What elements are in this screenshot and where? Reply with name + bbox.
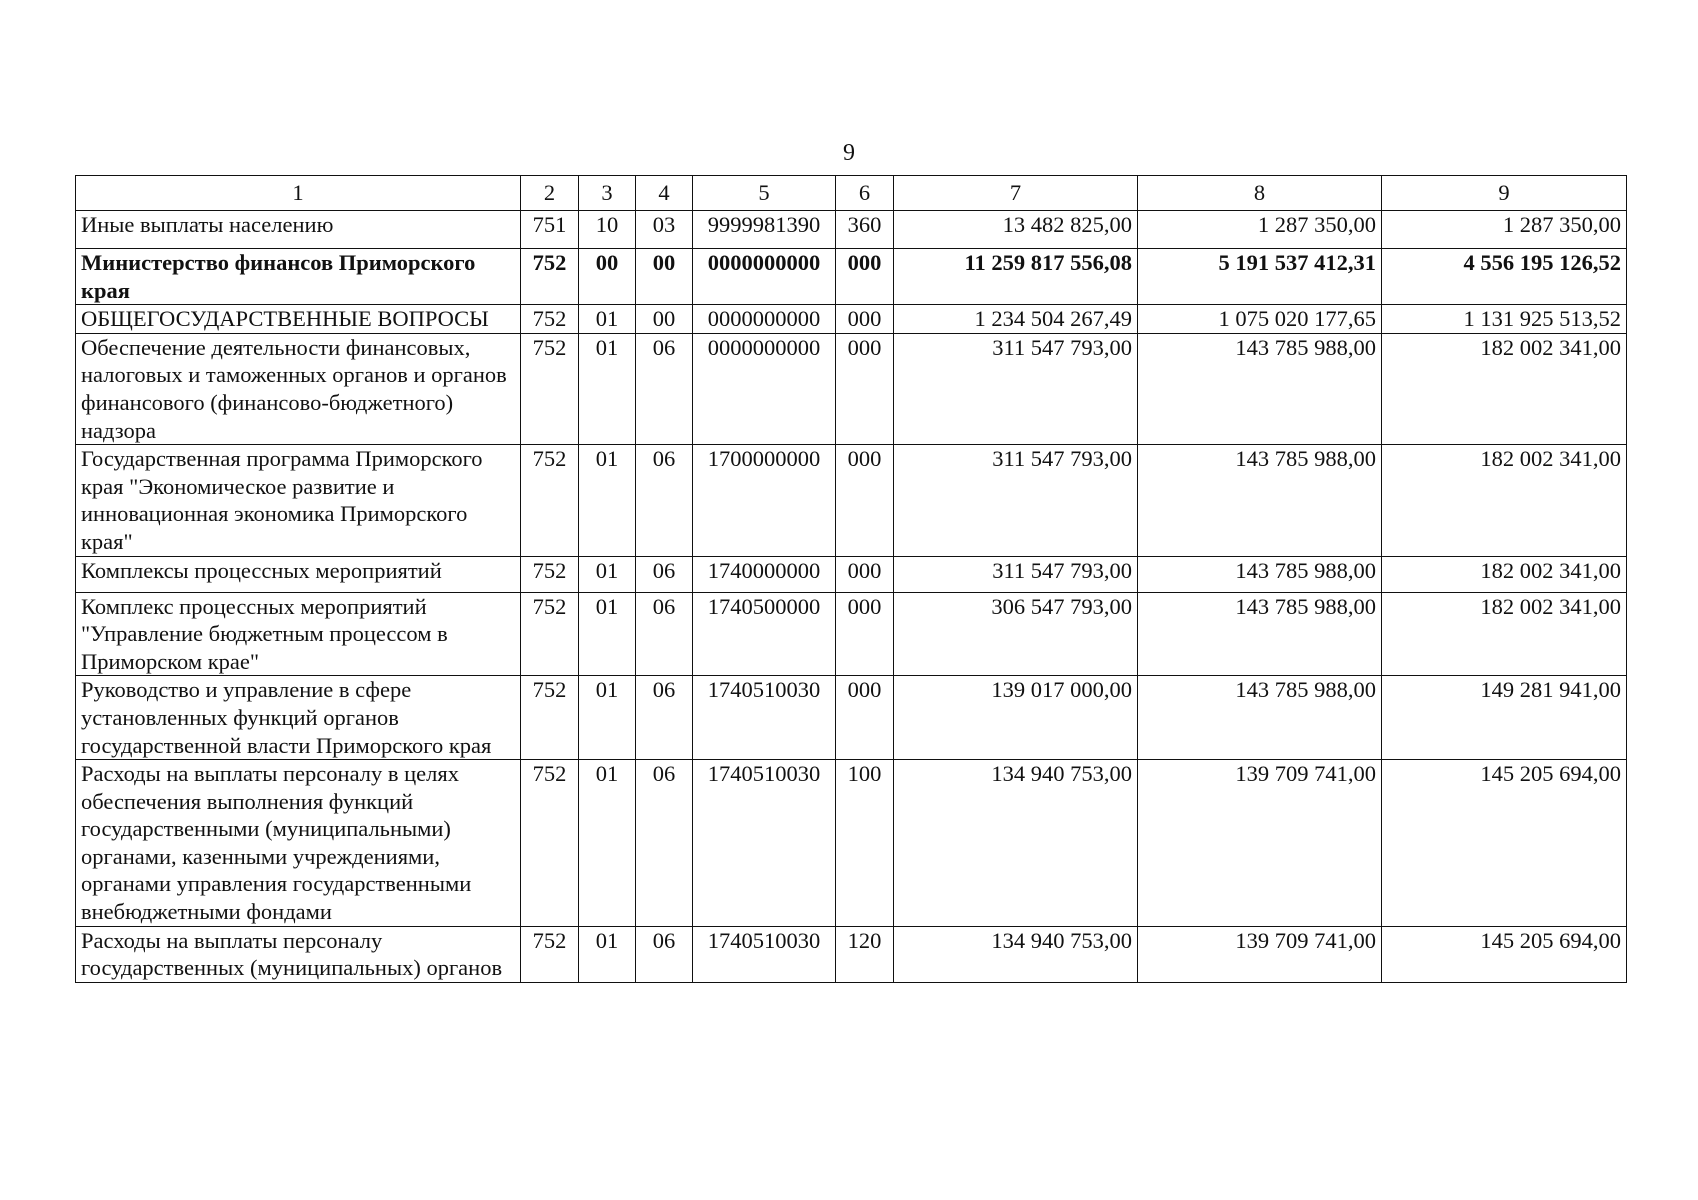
amount-cell: 139 709 741,00 [1138,760,1382,927]
table-row [76,249,1627,305]
row-name: Комплекс процессных мероприятий "Управление бюджетным процессом в Приморском крае" [76,592,521,676]
amount-cell: 1 075 020 177,65 [1138,305,1382,334]
row-name: ОБЩЕГОСУДАРСТВЕННЫЕ ВОПРОСЫ [76,305,521,334]
row-name: Расходы на выплаты персоналу государственных (муниципальных) органов [76,926,521,982]
row-name: Обеспечение деятельности финансовых, налоговых и таможенных органов и органов финансового (финансово-бюджетного) надзора [76,333,521,444]
code-cell: 0000000000 [693,249,836,305]
code-cell: 752 [521,592,579,676]
code-cell: 9999981390 [693,211,836,249]
amount-cell: 143 785 988,00 [1138,592,1382,676]
table-row [76,926,1627,982]
code-cell: 01 [579,333,636,444]
column-header: 8 [1138,176,1382,211]
amount-cell: 143 785 988,00 [1138,333,1382,444]
amount-cell: 182 002 341,00 [1382,592,1627,676]
amount-cell: 1 131 925 513,52 [1382,305,1627,334]
code-cell: 06 [636,445,693,556]
code-cell: 1740000000 [693,556,836,592]
code-cell: 360 [836,211,894,249]
row-name: Министерство финансов Приморского края [76,249,521,305]
code-cell: 000 [836,445,894,556]
column-header: 7 [894,176,1138,211]
amount-cell: 306 547 793,00 [894,592,1138,676]
code-cell: 06 [636,926,693,982]
table-row [76,592,1627,676]
amount-cell: 4 556 195 126,52 [1382,249,1627,305]
amount-cell: 13 482 825,00 [894,211,1138,249]
table-row [76,760,1627,927]
code-cell: 000 [836,556,894,592]
amount-cell: 11 259 817 556,08 [894,249,1138,305]
code-cell: 01 [579,760,636,927]
code-cell: 01 [579,676,636,760]
code-cell: 06 [636,676,693,760]
column-header: 2 [521,176,579,211]
amount-cell: 145 205 694,00 [1382,926,1627,982]
row-name: Расходы на выплаты персоналу в целях обеспечения выполнения функций государственными (муниципальными) органами, казенными учреждениями, органами управления государственными внебюджетными фондами [76,760,521,927]
amount-cell: 149 281 941,00 [1382,676,1627,760]
code-cell: 1740500000 [693,592,836,676]
amount-cell: 311 547 793,00 [894,556,1138,592]
row-name: Комплексы процессных мероприятий [76,556,521,592]
code-cell: 752 [521,556,579,592]
amount-cell: 182 002 341,00 [1382,333,1627,444]
row-name: Государственная программа Приморского края "Экономическое развитие и инновационная экономика Приморского края" [76,445,521,556]
code-cell: 00 [636,249,693,305]
code-cell: 03 [636,211,693,249]
amount-cell: 1 287 350,00 [1138,211,1382,249]
code-cell: 06 [636,556,693,592]
amount-cell: 139 017 000,00 [894,676,1138,760]
code-cell: 120 [836,926,894,982]
code-cell: 752 [521,676,579,760]
column-header: 9 [1382,176,1627,211]
code-cell: 000 [836,592,894,676]
code-cell: 000 [836,333,894,444]
column-header: 5 [693,176,836,211]
code-cell: 752 [521,760,579,927]
amount-cell: 182 002 341,00 [1382,445,1627,556]
amount-cell: 143 785 988,00 [1138,445,1382,556]
code-cell: 752 [521,333,579,444]
amount-cell: 182 002 341,00 [1382,556,1627,592]
code-cell: 100 [836,760,894,927]
code-cell: 01 [579,305,636,334]
code-cell: 01 [579,556,636,592]
code-cell: 06 [636,333,693,444]
amount-cell: 1 287 350,00 [1382,211,1627,249]
code-cell: 000 [836,676,894,760]
amount-cell: 143 785 988,00 [1138,676,1382,760]
code-cell: 752 [521,926,579,982]
amount-cell: 311 547 793,00 [894,333,1138,444]
budget-table [75,175,1627,983]
code-cell: 752 [521,249,579,305]
code-cell: 1740510030 [693,676,836,760]
code-cell: 1700000000 [693,445,836,556]
code-cell: 000 [836,249,894,305]
code-cell: 01 [579,926,636,982]
code-cell: 0000000000 [693,305,836,334]
column-header: 3 [579,176,636,211]
column-header: 6 [836,176,894,211]
table-row [76,305,1627,334]
code-cell: 01 [579,445,636,556]
code-cell: 0000000000 [693,333,836,444]
code-cell: 06 [636,592,693,676]
code-cell: 751 [521,211,579,249]
amount-cell: 1 234 504 267,49 [894,305,1138,334]
amount-cell: 311 547 793,00 [894,445,1138,556]
table-row [76,556,1627,592]
code-cell: 00 [579,249,636,305]
code-cell: 1740510030 [693,760,836,927]
code-cell: 752 [521,305,579,334]
amount-cell: 134 940 753,00 [894,760,1138,927]
code-cell: 1740510030 [693,926,836,982]
code-cell: 00 [636,305,693,334]
amount-cell: 139 709 741,00 [1138,926,1382,982]
column-header: 1 [76,176,521,211]
code-cell: 01 [579,592,636,676]
amount-cell: 145 205 694,00 [1382,760,1627,927]
code-cell: 752 [521,445,579,556]
table-row [76,676,1627,760]
code-cell: 10 [579,211,636,249]
page-number: 9 [843,140,855,166]
code-cell: 000 [836,305,894,334]
row-name: Руководство и управление в сфере установленных функций органов государственной власти Приморского края [76,676,521,760]
amount-cell: 134 940 753,00 [894,926,1138,982]
table-row [76,211,1627,249]
amount-cell: 5 191 537 412,31 [1138,249,1382,305]
code-cell: 06 [636,760,693,927]
row-name: Иные выплаты населению [76,211,521,249]
table-row [76,445,1627,556]
table-row [76,333,1627,444]
header-row [76,176,1627,211]
amount-cell: 143 785 988,00 [1138,556,1382,592]
column-header: 4 [636,176,693,211]
